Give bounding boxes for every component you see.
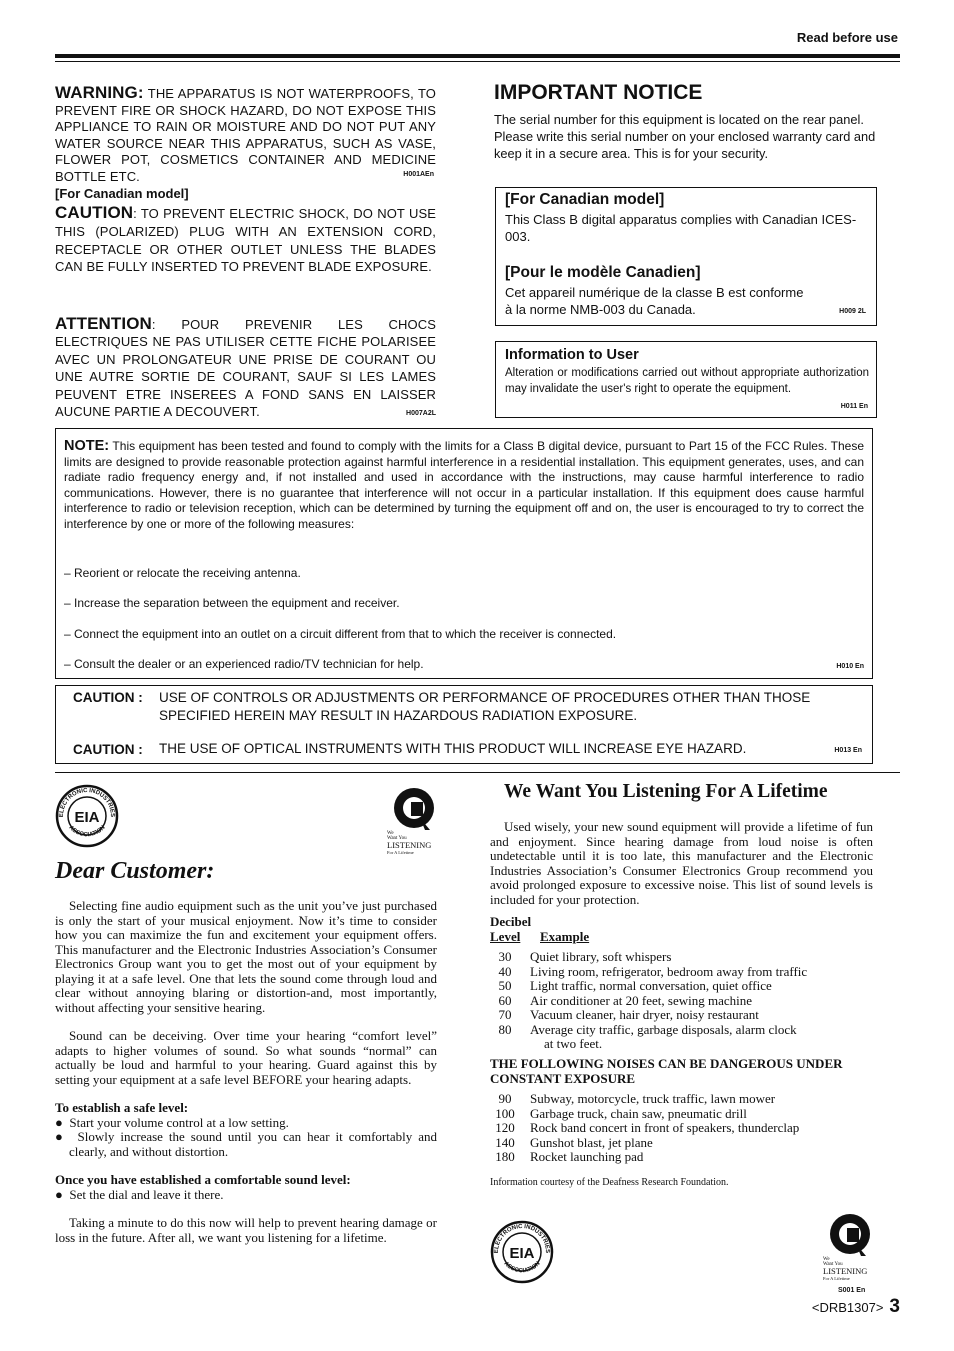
note-box: [55, 428, 873, 679]
decibel-row: 70 Vacuum cleaner, hair dryer, noisy restaurant: [498, 1007, 759, 1022]
svg-text:ELECTRONIC INDUSTRIES: ELECTRONIC INDUSTRIES: [58, 787, 116, 818]
header-rule: [55, 54, 900, 58]
svg-text:Want You: Want You: [823, 1262, 843, 1267]
svg-text:ASSOCIATION: ASSOCIATION: [67, 824, 107, 839]
canadian-text-fr: Cet appareil numérique de la classe B est conforme à la norme NMB-003 du Canada.: [505, 285, 804, 317]
note-code: H010 En: [836, 663, 864, 670]
warning-code: H001AEn: [403, 171, 434, 178]
caution-lead: CAUTION: [55, 203, 134, 222]
svg-text:LISTENING: LISTENING: [823, 1266, 868, 1276]
comfort-level-heading: Once you have established a comfortable sound level:: [55, 1172, 351, 1187]
listening-title: We Want You Listening For A Lifetime: [504, 781, 828, 802]
svg-text:ELECTRONIC INDUSTRIES: ELECTRONIC INDUSTRIES: [493, 1223, 551, 1254]
svg-text:EIA: EIA: [74, 809, 100, 826]
decibel-row: 30 Quiet library, soft whispers: [498, 949, 672, 964]
listening-logo-bottom: [820, 1210, 876, 1284]
safe-level-heading: To establish a safe level:: [55, 1100, 189, 1115]
canadian-heading-fr: [Pour le modèle Canadien]: [505, 264, 701, 281]
info-user-heading: Information to User: [505, 347, 639, 363]
danger-table: [480, 1092, 880, 1165]
danger-row: 180 Rocket launching pad: [495, 1149, 644, 1164]
doc-code: <DRB1307>: [811, 1300, 884, 1315]
danger-row: 140 Gunshot blast, jet plane: [495, 1134, 653, 1150]
attention-lead: ATTENTION: [55, 314, 152, 333]
eia-logo-bottom: [490, 1220, 554, 1284]
note-measure: – Connect the equipment into an outlet on a circuit different from that to which the receiver is connected.: [64, 627, 617, 641]
page-number: 3: [889, 1296, 900, 1317]
danger-row: 100 Garbage truck, chain saw, pneumatic drill: [495, 1105, 747, 1121]
listening-logo: [384, 784, 440, 858]
canadian-text-en: This Class B digital apparatus complies with Canadian ICES-003.: [505, 212, 857, 244]
info-user-text: Alteration or modifications carried out without appropriate authorization may invalidate the user's right to operate the equipment.: [505, 367, 869, 395]
bullet-icon: ●: [55, 1186, 70, 1202]
caution-text: : TO PREVENT ELECTRIC SHOCK, DO NOT USE THIS (POLARIZED) PLUG WITH AN EXTENSION CORD, RECEPTACLE OR OTHER OUTLET UNLESS THE BLADES CAN BE FULLY INSERTED TO PREVENT BLADE EXPOSURE.: [55, 206, 436, 275]
danger-row: 120 Rock band concert in front of speakers, thunderclap: [495, 1120, 800, 1135]
danger-row: 90 Subway, motorcycle, truck traffic, lawn mower: [498, 1091, 776, 1106]
footer: [812, 1296, 900, 1318]
decibel-row-continuation: at two feet.: [544, 1036, 603, 1051]
bullet-icon: ●: [55, 1129, 78, 1144]
canadian-caution-block: [55, 204, 436, 276]
caution-box: [55, 685, 873, 764]
svg-text:EIA: EIA: [509, 1245, 535, 1262]
listening-intro: Used wisely, your new sound equipment will provide a lifetime of fun and enjoyment. Since hearing damage from loud noise is often undetectable until it is too late, this manufacturer and the Electronic Industries Association’s Consumer Electronics Group recommend you avoid prolonged exposure to excessive noise. This list of sound levels is included for your protection.: [490, 819, 873, 907]
svg-text:We: We: [823, 1257, 830, 1262]
danger-heading: THE FOLLOWING NOISES CAN BE DANGEROUS UNDER CONSTANT EXPOSURE: [490, 1056, 843, 1086]
safe-level-item: ● Start your volume control at a low setting.: [55, 1114, 289, 1130]
canadian-heading-en: [For Canadian model]: [505, 191, 665, 208]
svg-text:We: We: [387, 831, 394, 836]
svg-text:For A Lifetime: For A Lifetime: [823, 1276, 850, 1281]
safe-level-item: ● Slowly increase the sound until you can hear it comfortably and clearly, and without distortion.: [55, 1129, 437, 1159]
svg-text:For A Lifetime: For A Lifetime: [387, 850, 414, 855]
note-measure: – Consult the dealer or an experienced radio/TV technician for help.: [64, 657, 424, 671]
warning-block: [55, 85, 436, 185]
caution-code: H013 En: [834, 747, 862, 754]
canadian-caution-label: [For Canadian model]: [55, 186, 189, 201]
dear-customer-paragraph: Taking a minute to do this now will help to prevent hearing damage or loss in the future. After all, we want you listening for a lifetime.: [55, 1215, 437, 1245]
svg-text:LISTENING: LISTENING: [387, 840, 432, 850]
dear-customer-title: Dear Customer:: [55, 858, 215, 884]
important-notice-title: IMPORTANT NOTICE: [494, 81, 703, 104]
caution-label-2: CAUTION :: [73, 742, 143, 757]
info-user-code: H011 En: [840, 403, 868, 410]
dear-customer-body: [55, 899, 437, 1245]
attention-text: : POUR PREVENIR LES CHOCS ELECTRIQUES NE PAS UTILISER CETTE FICHE POLARISEE AVEC UN PROLONGATEUR UNE PRISE DE COURANT OU UNE AUTRE SORTIE DE COURANT, SAUF SI LES LAMES PEUVENT ETRE INSEREES A FOND SANS EN LAISSER AUCUNE PARTIE A DECOUVERT.: [55, 317, 436, 420]
note-measure: – Reorient or relocate the receiving antenna.: [64, 566, 301, 580]
decibel-row: 60 Air conditioner at 20 feet, sewing machine: [498, 992, 753, 1008]
svg-text:Want You: Want You: [387, 836, 407, 841]
attention-code: H007A2L: [406, 410, 436, 417]
decibel-label: Decibel: [490, 914, 532, 929]
caution-label-1: CAUTION :: [73, 690, 143, 705]
info-user-box: [495, 341, 877, 418]
warning-text: THE APPARATUS IS NOT WATERPROOFS, TO PREVENT FIRE OR SHOCK HAZARD, DO NOT EXPOSE THIS APPLIANCE TO RAIN OR MOISTURE AND DO NOT PUT ANY WATER SOURCE NEAR THIS APPARATUS, SUCH AS VASE, FLOWER POT, COSMETICS CONTAINER AND MEDICINE BOTTLE ETC.: [55, 86, 436, 184]
col-level-header: Level: [490, 929, 521, 944]
header-title: Read before use: [796, 30, 898, 45]
comfort-level-item: ● Set the dial and leave it there.: [55, 1186, 224, 1202]
note-paragraph: [64, 439, 864, 532]
header-rule-thin: [55, 61, 900, 62]
decibel-table: [480, 950, 880, 1052]
decibel-row: 40 Living room, refrigerator, bedroom away from traffic: [498, 963, 808, 979]
decibel-row: 50 Light traffic, normal conversation, quiet office: [498, 978, 772, 993]
important-notice-text: The serial number for this equipment is located on the rear panel. Please write this serial number on your enclosed warranty card and keep it in a secure area. This is for your security.: [494, 112, 876, 161]
canadian-box: [495, 187, 877, 326]
eia-logo: [55, 784, 119, 848]
note-measure: – Increase the separation between the equipment and receiver.: [64, 596, 400, 610]
caution-text-2: THE USE OF OPTICAL INSTRUMENTS WITH THIS PRODUCT WILL INCREASE EYE HAZARD.: [159, 741, 747, 756]
listening-code: S001 En: [838, 1287, 866, 1294]
bullet-icon: ●: [55, 1114, 70, 1130]
section-rule: [55, 772, 900, 773]
credit-text: Information courtesy of the Deafness Research Foundation.: [490, 1177, 729, 1188]
canadian-code: H009 2L: [839, 308, 866, 315]
note-lead: NOTE:: [64, 438, 110, 454]
warning-lead: WARNING:: [55, 83, 144, 102]
note-text: This equipment has been tested and found to comply with the limits for a Class B digital device, pursuant to Part 15 of the FCC Rules. These limits are designed to provide reasonable protection against harmful interference in a residential installation. This equipment generates, uses, and can radiate radio frequency energy and, if not installed and used in accordance with the instructions, may cause harmful interference to radio communications. However, there is no guarantee that interference will not occur in a particular installation. If this equipment does cause harmful interference to radio or television reception, which can be determined by turning the equipment off and on, the user is encouraged to try to correct the interference by one or more of the following measures:: [64, 439, 864, 531]
attention-block: [55, 315, 436, 420]
dear-customer-paragraph: Sound can be deceiving. Over time your hearing “comfort level” adapts to higher volumes of sound. So what sounds “normal” can actually be loud and harmful to your hearing. Guard against this by setting your equipment at a safe level BEFORE your hearing adapts.: [55, 1028, 437, 1087]
svg-text:ASSOCIATION: ASSOCIATION: [502, 1260, 542, 1275]
dear-customer-paragraph: Selecting fine audio equipment such as the unit you’ve just purchased is only the start of your musical enjoyment. Now it’s time to consider how you can maximize the fun and excitement your equipment offers. This manufacturer and the Electronic Industries Association’s Consumer Electronics Group want you to get the most out of your equipment by playing it at a safe level. One that lets the sound come through loud and clear without annoying blaring or distortion-and, most importantly, without affecting your sensitive hearing.: [55, 898, 437, 1015]
decibel-row: 80 Average city traffic, garbage disposals, alarm clock: [498, 1021, 797, 1037]
col-example-header: Example: [540, 929, 590, 944]
caution-text-1: USE OF CONTROLS OR ADJUSTMENTS OR PERFORMANCE OF PROCEDURES OTHER THAN THOSE SPECIFIED HEREIN MAY RESULT IN HAZARDOUS RADIATION EXPOSURE.: [159, 690, 811, 723]
